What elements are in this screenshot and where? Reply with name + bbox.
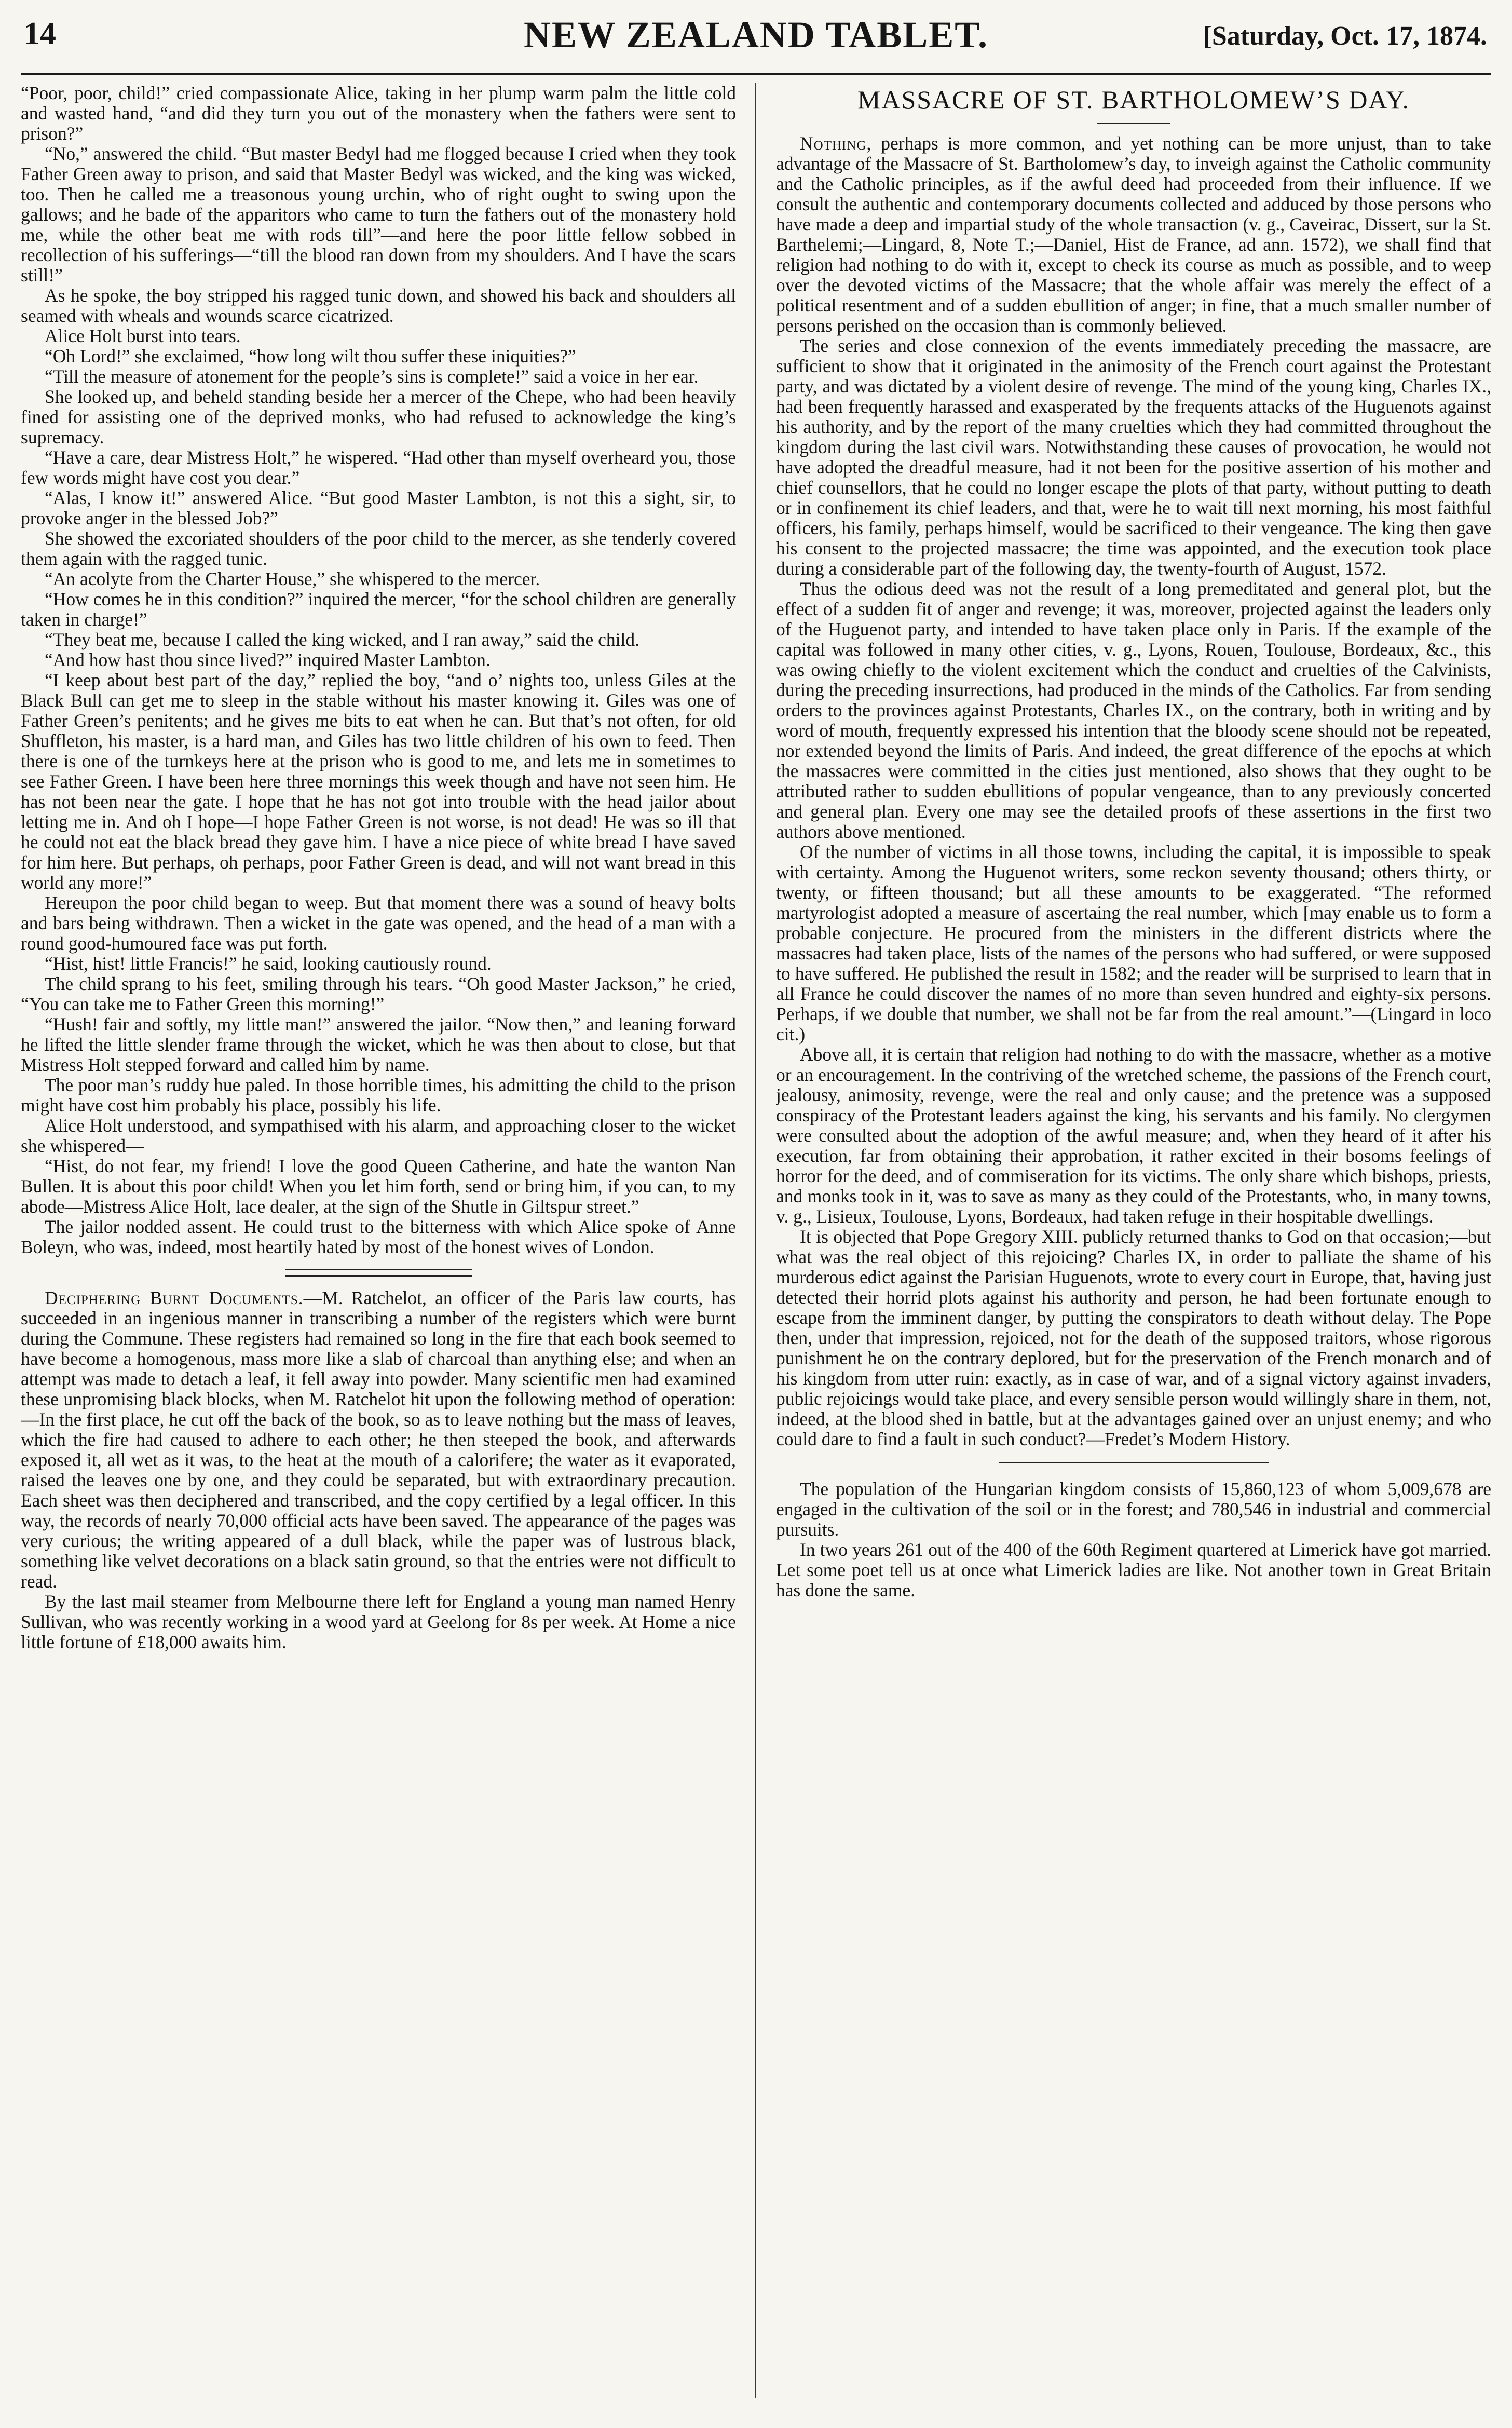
story-continuation	[21, 83, 736, 1257]
story-paragraph: “Have a care, dear Mistress Holt,” he wispered. “Had other than myself overheard you, those few words might have cost you dear.”	[21, 447, 736, 488]
burnt-documents-lead: Deciphering Burnt Documents.	[45, 1287, 304, 1308]
burnt-documents-article	[21, 1288, 736, 1652]
story-paragraph: Hereupon the poor child began to weep. But that moment there was a sound of heavy bolts and bars being withdrawn. Then a wicket in the gate was opened, and the head of a man with a round good-humoured face was put forth.	[21, 892, 736, 954]
story-paragraph: “Hush! fair and softly, my little man!” answered the jailor. “Now then,” and leaning forward he lifted the little slender frame through the wicket, which he was then about to close, but that Mistress Holt stepped forward and called him by name.	[21, 1014, 736, 1075]
story-paragraph: “And how hast thou since lived?” inquired Master Lambton.	[45, 649, 491, 670]
massacre-paragraph: Of the number of victims in all those towns, including the capital, it is impossible to speak with certainty. Among the Huguenot writers, some reckon seventy thousand; others thirty, or twenty, or fifteen thousand; but all these amounts to be exaggerated. “The reformed martyrologist adopted a measure of ascertaing the real number, which [may enable us to form a probable conjecture. He procured from the ministers in the different districts where the massacres had taken place, lists of the names of the persons who had suffered, or were supposed to have suffered. He published the result in 1582; and the reader will be surprised to learn that in all France he could discover the names of no more than seven hundred and eighty-six persons. Perhaps, if we double that number, we shall not be far from the real amount.”—(Lingard in loco cit.)	[776, 842, 1491, 1045]
story-paragraph: “How comes he in this condition?” inquired the mercer, “for the school children are generally taken in charge!”	[21, 589, 736, 630]
hungary-item: The population of the Hungarian kingdom consists of 15,860,123 of whom 5,009,678 are engaged in the cultivation of the soil or in the forest; and 780,546 in industrial and commercial pursuits.	[776, 1478, 1491, 1540]
massacre-paragraph: The series and close connexion of the events immediately preceding the massacre, are sufficient to show that it originated in the animosity of the French court against the Protestant party, and was dictated by a violent desire of revenge. The mind of the young king, Charles IX., had been frequently harassed and exasperated by the frequents attacks of the Huguenots against his authority, and by the report of the many cruelties which they had committed throughout the kingdom during the last civil wars. Notwithstanding these causes of provocation, he would not have adopted the dreadful measure, had it not been for the positive assertion of his mother and chief counsellors, that he could no longer escape the plots of that party, without putting to death or in confinement its chief leaders, and that, were he to wait till next morning, his most faithful officers, his family, perhaps himself, would be sacrificed to their vengeance. The king then gave his consent to the projected massacre; the time was appointed, and the execution took place during a considerable part of the following day, the twenty-fourth of August, 1572.	[776, 335, 1491, 579]
story-paragraph: “An acolyte from the Charter House,” she whispered to the mercer.	[45, 568, 540, 589]
story-paragraph: “Till the measure of atonement for the people’s sins is complete!” said a voice in her ear.	[45, 366, 699, 387]
left-column	[21, 83, 736, 2414]
story-paragraph: She showed the excoriated shoulders of the poor child to the mercer, as she tenderly covered them again with the ragged tunic.	[21, 528, 736, 569]
section-divider	[285, 1269, 472, 1277]
story-paragraph: “Oh Lord!” she exclaimed, “how long wilt thou suffer these iniquities?”	[45, 346, 576, 367]
issue-date: [Saturday, Oct. 17, 1874.	[1203, 21, 1487, 51]
story-paragraph: The poor man’s ruddy hue paled. In those horrible times, his admitting the child to the prison might have cost him probably his place, possibly his life.	[21, 1075, 736, 1116]
headline-rule	[1097, 123, 1170, 124]
story-paragraph: “Hist, do not fear, my friend! I love the good Queen Catherine, and hate the wanton Nan Bullen. It is about this poor child! When you let him forth, send or bring him, if you can, to my abode—Mistress Alice Holt, lace dealer, at the sign of the Shutle in Giltspur street.”	[21, 1156, 736, 1217]
column-rule	[755, 83, 756, 2398]
story-paragraph: “Poor, poor, child!” cried compassionate Alice, taking in her plump warm palm the little cold and wasted hand, “and did they turn you out of the monastery when the fathers were sent to prison?”	[21, 83, 736, 144]
henry-sullivan-item: By the last mail steamer from Melbourne there left for England a young man named Henry Sullivan, who was recently working in a wood yard at Geelong for 8s per week. At Home a nice little fortune of £18,000 awaits him.	[21, 1591, 736, 1652]
section-divider	[999, 1462, 1269, 1463]
newspaper-page	[21, 10, 1491, 2419]
masthead	[21, 10, 1491, 75]
story-paragraph: “No,” answered the child. “But master Bedyl had me flogged because I cried when they took Father Green away to prison, and said that Master Bedyl was wicked, and the king was wicked, too. Then he called me a treasonous young urchin, who of right ought to swing upon the gallows; and he bade of the apparitors who came to turn the fathers out of the monastery hold me, while the other beat me with rods till”—and here the poor little fellow sobbed in recollection of his sufferings—“till the blood ran down from my shoulders. And I have the scars still!”	[21, 143, 736, 286]
massacre-paragraph: Thus the odious deed was not the result of a long premeditated and general plot, but the effect of a sudden fit of anger and revenge; it was, moreover, projected against the leaders only of the Huguenot party, and intended to have taken place only in Paris. If the example of the capital was followed in many other cities, v. g., Lyons, Rouen, Toulouse, Bordeaux, &c., this was owing chiefly to the violent excitement which the conduct and cruelties of the Calvinists, during the preceding insurrections, had produced in the minds of the Catholics. Far from sending orders to the provinces against Protestants, Charles IX., on the contrary, both in writing and by word of mouth, frequently expressed his intention that the bloody scene should not be repeated, nor extended beyond the limits of Paris. And indeed, the great difference of the epochs at which the massacres were committed in the cities just mentioned, also shows that they ought to be attributed rather to sudden ebullitions of popular vengeance, than to any previously concerted and general plan. Every one may see the detailed proofs of these assertions in the first two authors above mentioned.	[776, 578, 1491, 842]
massacre-headline: MASSACRE OF ST. BARTHOLOMEW’S DAY.	[857, 85, 1410, 114]
page-number: 14	[24, 16, 56, 51]
massacre-first-body: perhaps is more common, and yet nothing can be more unjust, than to take advantage of the Massacre of St. Bartholomew’s day, to inveigh against the Catholic community and the Catholic principles, as if the awful deed had proceeded from their influence. If we consult the authentic and contemporary documents collected and adduced by those persons who have made a deep and impartial study of the whole transaction (v. g., Caveirac, Dissert, sur la St. Barthelemi;—Lingard, 8, Note T.;—Daniel, Hist de France, ad ann. 1572), we shall find that religion had nothing to do with it, except to check its course as much as possible, and to weep over the devoted victims of the Massacre; that the whole affair was merely the effect of a political resentment and of a sudden ebullition of anger; in fine, that a much smaller number of persons perished on the occasion than is commonly believed.	[776, 133, 1491, 336]
limerick-item: In two years 261 out of the 400 of the 60th Regiment quartered at Limerick have got married. Let some poet tell us at once what Limerick ladies are like. Not another town in Great Britain has done the same.	[776, 1539, 1491, 1600]
story-paragraph: The jailor nodded assent. He could trust to the bitterness with which Alice spoke of Anne Boleyn, who was, indeed, most heartily hated by most of the honest wives of London.	[21, 1216, 736, 1257]
right-column	[776, 83, 1491, 2414]
story-paragraph: “Alas, I know it!” answered Alice. “But good Master Lambton, is not this a sight, sir, to provoke anger in the blessed Job?”	[21, 487, 736, 528]
massacre-lead: Nothing,	[800, 133, 872, 154]
story-paragraph: She looked up, and beheld standing beside her a mercer of the Chepe, who had been heavily fined for assisting one of the deprived monks, who had refused to acknowledge the king’s supremacy.	[21, 386, 736, 447]
story-paragraph: Alice Holt burst into tears.	[45, 325, 241, 346]
paper-title: NEW ZEALAND TABLET.	[524, 14, 988, 56]
brief-items	[776, 1479, 1491, 1600]
story-paragraph: The child sprang to his feet, smiling through his tears. “Oh good Master Jackson,” he cried, “You can take me to Father Green this morning!”	[21, 973, 736, 1014]
burnt-documents-body: —M. Ratchelot, an officer of the Paris law courts, has succeeded in an ingenious manner in transcribing a number of the registers which were burnt during the Commune. These registers had remained so long in the fire that each book seemed to have become a homogenous, mass more like a slab of charcoal than anything else; and when an attempt was made to detach a leaf, it fell away into powder. Many scientific men had examined these unpromising black blocks, when M. Ratchelot hit upon the following method of operation:—In the first place, he cut off the back of the book, so as to leave nothing but the mass of leaves, which the fire had caused to adhere to each other; he then steeped the book, and afterwards exposed it, all wet as it was, to the heat at the mouth of a calorifere; the water as it evaporated, raised the leaves one by one, and they could be separated, but with extraordinary precaution. Each sheet was then deciphered and transcribed, and the copy certified by a legal officer. In this way, the records of nearly 70,000 official acts have been saved. The appearance of the pages was very curious; the writing appeared of a dull black, while the paper was of lustrous black, something like velvet decorations on a black satin ground, so that the entries were not difficult to read.	[21, 1287, 736, 1592]
massacre-paragraph: It is objected that Pope Gregory XIII. publicly returned thanks to God on that occasion;—but what was the real object of this rejoicing? Charles IX, in order to palliate the shame of his murderous edict against the Parisian Huguenots, wrote to every court in Europe, that, having just detected their horrid plots against his authority and person, he had been fortunate enough to escape from the imminent danger, by putting the conspirators to death without delay. The Pope then, under that impression, rejoiced, not for the death of the supposed traitors, whose rigorous punishment he on the contrary deplored, but for the preservation of the French monarch and of his kingdom from utter ruin: exactly, as in case of war, and of a signal victory against invaders, public rejoicings would take place, and every sensible person would willingly share in them, not, indeed, at the blood shed in battle, but at the advantages gained over an unjust enemy; and who could dare to find a fault in such conduct?—Fredet’s Modern History.	[776, 1226, 1491, 1449]
story-paragraph: Alice Holt understood, and sympathised with his alarm, and approaching closer to the wicket she whispered—	[21, 1115, 736, 1156]
massacre-paragraph: Above all, it is certain that religion had nothing to do with the massacre, whether as a motive or an encouragement. In the contriving of the wretched scheme, the passions of the French court, jealousy, animosity, revenge, were the real and only cause; and the pretence was a supposed conspiracy of the Protestant leaders against the king, his servants and his family. No clergymen were consulted about the adoption of the awful measure; and, when they heard of it after his execution, far from obtaining their approbation, it rather excited in their bosoms feelings of horror for the deed, and of commiseration for its victims. The only share which bishops, priests, and monks took in it, was to save as many as they could of the Protestants, who, in many towns, v. g., Lisieux, Toulouse, Lyons, Bordeaux, had taken refuge in their hospitable dwellings.	[776, 1044, 1491, 1227]
story-paragraph: “Hist, hist! little Francis!” he said, looking cautiously round.	[45, 953, 492, 974]
story-paragraph: “I keep about best part of the day,” replied the boy, “and o’ nights too, unless Giles at the Black Bull can get me to sleep in the stable without his master knowing it. Giles was one of Father Green’s penitents; and he gives me bits to eat when he can. But that’s not often, for old Shuffleton, his master, is a hard man, and Giles has two little children of his own to feed. Then there is one of the turnkeys here at the prison who is good to me, and lets me in sometimes to see Father Green. I have been here three mornings this week though and have not seen him. He has not been near the gate. I hope that he has not got into trouble with the head jailor about letting me in. And oh I hope—I hope Father Green is not worse, is not dead! He was so ill that he could not eat the black bread they gave him. I have a nice piece of white bread I have saved for him here. But perhaps, oh perhaps, poor Father Green is dead, and will not want bread in this world any more!”	[21, 670, 736, 893]
story-paragraph: “They beat me, because I called the king wicked, and I ran away,” said the child.	[45, 629, 640, 650]
story-paragraph: As he spoke, the boy stripped his ragged tunic down, and showed his back and shoulders all seamed with wheals and wounds scarce cicatrized.	[21, 285, 736, 326]
massacre-article	[776, 84, 1491, 1449]
